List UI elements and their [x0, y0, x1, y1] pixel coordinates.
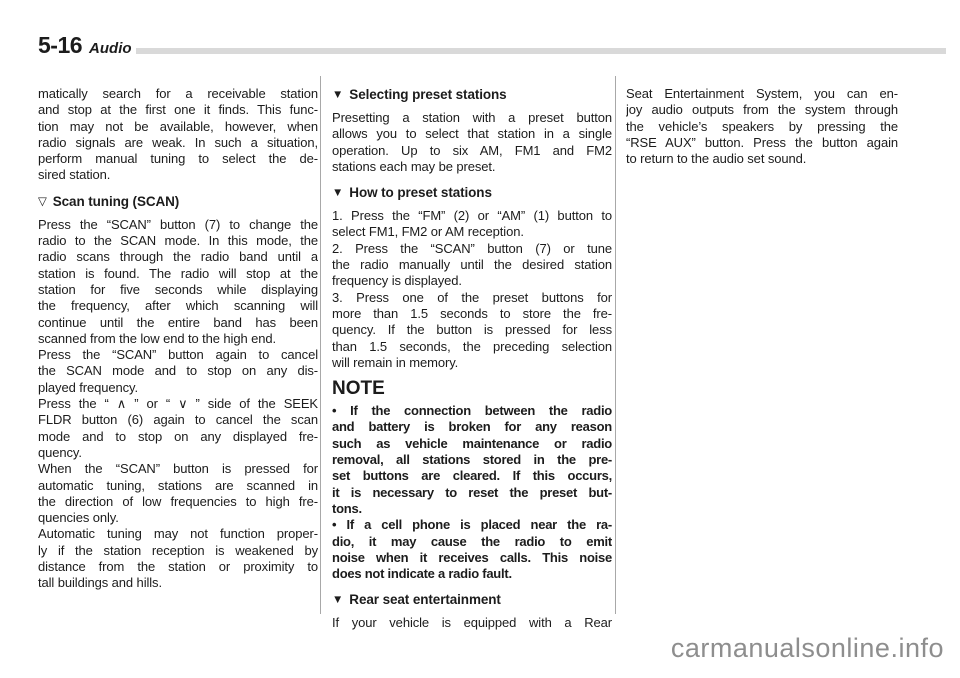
text-line: distance from the station or proximity to	[38, 559, 318, 575]
triangle-filled-icon: ▼	[332, 594, 344, 607]
note-bullet-paragraph	[332, 403, 612, 517]
triangle-filled-icon: ▼	[332, 187, 344, 200]
text-line: the SCAN mode and to stop on any dis-	[38, 363, 318, 379]
text-line: tion may not be available, however, when	[38, 118, 318, 134]
text-line: will remain in memory.	[332, 354, 459, 370]
header-rule	[136, 48, 946, 54]
text-line: station is found. The radio will stop at the	[38, 265, 318, 281]
text-line: frequency is displayed.	[332, 273, 462, 289]
triangle-outline-icon: ▽	[38, 195, 47, 208]
text-line: quency. If the button is pressed for less	[332, 322, 612, 338]
section-heading-label: Scan tuning (SCAN)	[52, 193, 180, 209]
text-line: quency.	[38, 444, 82, 460]
paragraph	[38, 217, 318, 347]
text-line: the vehicle’s speakers by pressing the	[626, 118, 898, 134]
text-line: Presetting a station with a preset button	[332, 110, 612, 125]
text-line: mode and to stop on any displayed fre-	[38, 428, 318, 444]
paragraph	[332, 615, 612, 631]
text-line: station for five seconds while displaying	[38, 281, 318, 297]
section-title: Audio	[89, 40, 132, 57]
text-line: allows you to select that station in a single	[332, 126, 612, 142]
text-line: If your vehicle is equipped with a Rear	[332, 615, 612, 631]
text-line: the direction of low frequencies to high fre-	[38, 493, 318, 509]
text-line: Press the “ ∧ ” or “ ∨ ” side of the SEEK	[38, 396, 318, 412]
text-line: automatic tuning, stations are scanned in	[38, 477, 318, 493]
text-line: 3. Press one of the preset buttons for	[332, 289, 612, 305]
section-heading-selecting-presets	[332, 86, 612, 105]
text-line: and stop at the first one it finds. This func-	[38, 102, 318, 118]
paragraph-step-1	[332, 208, 612, 241]
section-heading-scan-tuning	[38, 193, 318, 212]
paragraph	[38, 526, 318, 591]
text-line: such as vehicle maintenance or radio	[332, 435, 612, 451]
section-heading-label: Selecting preset stations	[349, 87, 507, 102]
text-line: stations each may be preset.	[332, 158, 496, 174]
text-line: operation. Up to six AM, FM1 and FM2	[332, 142, 612, 158]
text-line: continue until the entire band has been	[38, 314, 318, 330]
section-heading-how-to-preset	[332, 184, 612, 203]
text-line: set buttons are cleared. If this occurs,	[332, 468, 612, 484]
text-line: matically search for a receivable station	[38, 86, 318, 101]
section-number: 5-16	[38, 32, 83, 58]
text-line: Automatic tuning may not function proper-	[38, 526, 318, 542]
text-line: Press the “SCAN” button again to cancel	[38, 347, 318, 363]
text-line: the radio manually until the desired station	[332, 257, 612, 273]
text-line: it is necessary to reset the preset but-	[332, 484, 612, 500]
section-heading-label: How to preset stations	[349, 185, 492, 201]
paragraph	[38, 461, 318, 526]
section-heading-label: Rear seat entertainment	[349, 592, 501, 608]
triangle-filled-icon: ▼	[332, 89, 344, 101]
text-line: the frequency, after which scanning will	[38, 298, 318, 314]
watermark: carmanualsonline.info	[670, 633, 944, 663]
paragraph-step-2	[332, 241, 612, 290]
column-3	[626, 86, 898, 167]
text-line: more than 1.5 seconds to store the fre-	[332, 305, 612, 321]
text-line: joy audio outputs from the system through	[626, 102, 898, 118]
text-line: dio, it may cause the radio to emit	[332, 533, 612, 549]
paragraph-intro	[38, 86, 318, 184]
paragraph	[38, 347, 318, 396]
paragraph	[332, 110, 612, 175]
text-line: tall buildings and hills.	[38, 575, 162, 591]
text-line: “RSE AUX” button. Press the button again	[626, 134, 898, 150]
column-1	[38, 86, 318, 592]
text-line: • If the connection between the radio	[332, 403, 612, 419]
text-line: played frequency.	[38, 379, 138, 395]
note-bullet-paragraph	[332, 517, 612, 582]
text-line: select FM1, FM2 or AM reception.	[332, 224, 524, 240]
text-line: ly if the station reception is weakened by	[38, 542, 318, 558]
column-2	[332, 86, 612, 632]
section-heading-rear-seat	[332, 591, 612, 610]
text-line: to return to the audio set sound.	[626, 151, 807, 167]
text-line: radio to the SCAN mode. In this mode, the	[38, 233, 318, 249]
text-line: perform manual tuning to select the de-	[38, 151, 318, 167]
text-line: 1. Press the “FM” (2) or “AM” (1) button to	[332, 208, 612, 224]
paragraph	[38, 396, 318, 461]
text-line: removal, all stations stored in the pre-	[332, 452, 612, 468]
text-line: scanned from the low end to the high end.	[38, 330, 277, 346]
text-line: When the “SCAN” button is pressed for	[38, 461, 318, 477]
text-line: sired station.	[38, 167, 111, 183]
paragraph-step-3	[332, 290, 612, 371]
text-line: than 1.5 seconds, the preceding selection	[332, 338, 612, 354]
text-line: FLDR button (6) again to cancel the scan	[38, 412, 318, 428]
text-line: Press the “SCAN” button (7) to change the	[38, 216, 318, 232]
note-heading: NOTE	[332, 378, 385, 400]
column-divider	[320, 76, 321, 614]
text-line: noise when it receives calls. This noise	[332, 549, 612, 565]
paragraph	[626, 86, 898, 167]
text-line: radio scans through the radio band until a	[38, 249, 318, 265]
text-line: 2. Press the “SCAN” button (7) or tune	[332, 240, 612, 256]
text-line: radio signals are weak. In such a situation,	[38, 134, 318, 150]
page-header	[38, 34, 946, 57]
text-line: quencies only.	[38, 510, 119, 526]
text-line: tons.	[332, 500, 362, 516]
column-divider	[615, 76, 616, 614]
text-line: Seat Entertainment System, you can en-	[626, 86, 898, 101]
text-line: and battery is broken for any reason	[332, 419, 612, 435]
text-line: does not indicate a radio fault.	[332, 566, 512, 582]
text-line: • If a cell phone is placed near the ra-	[332, 517, 612, 533]
